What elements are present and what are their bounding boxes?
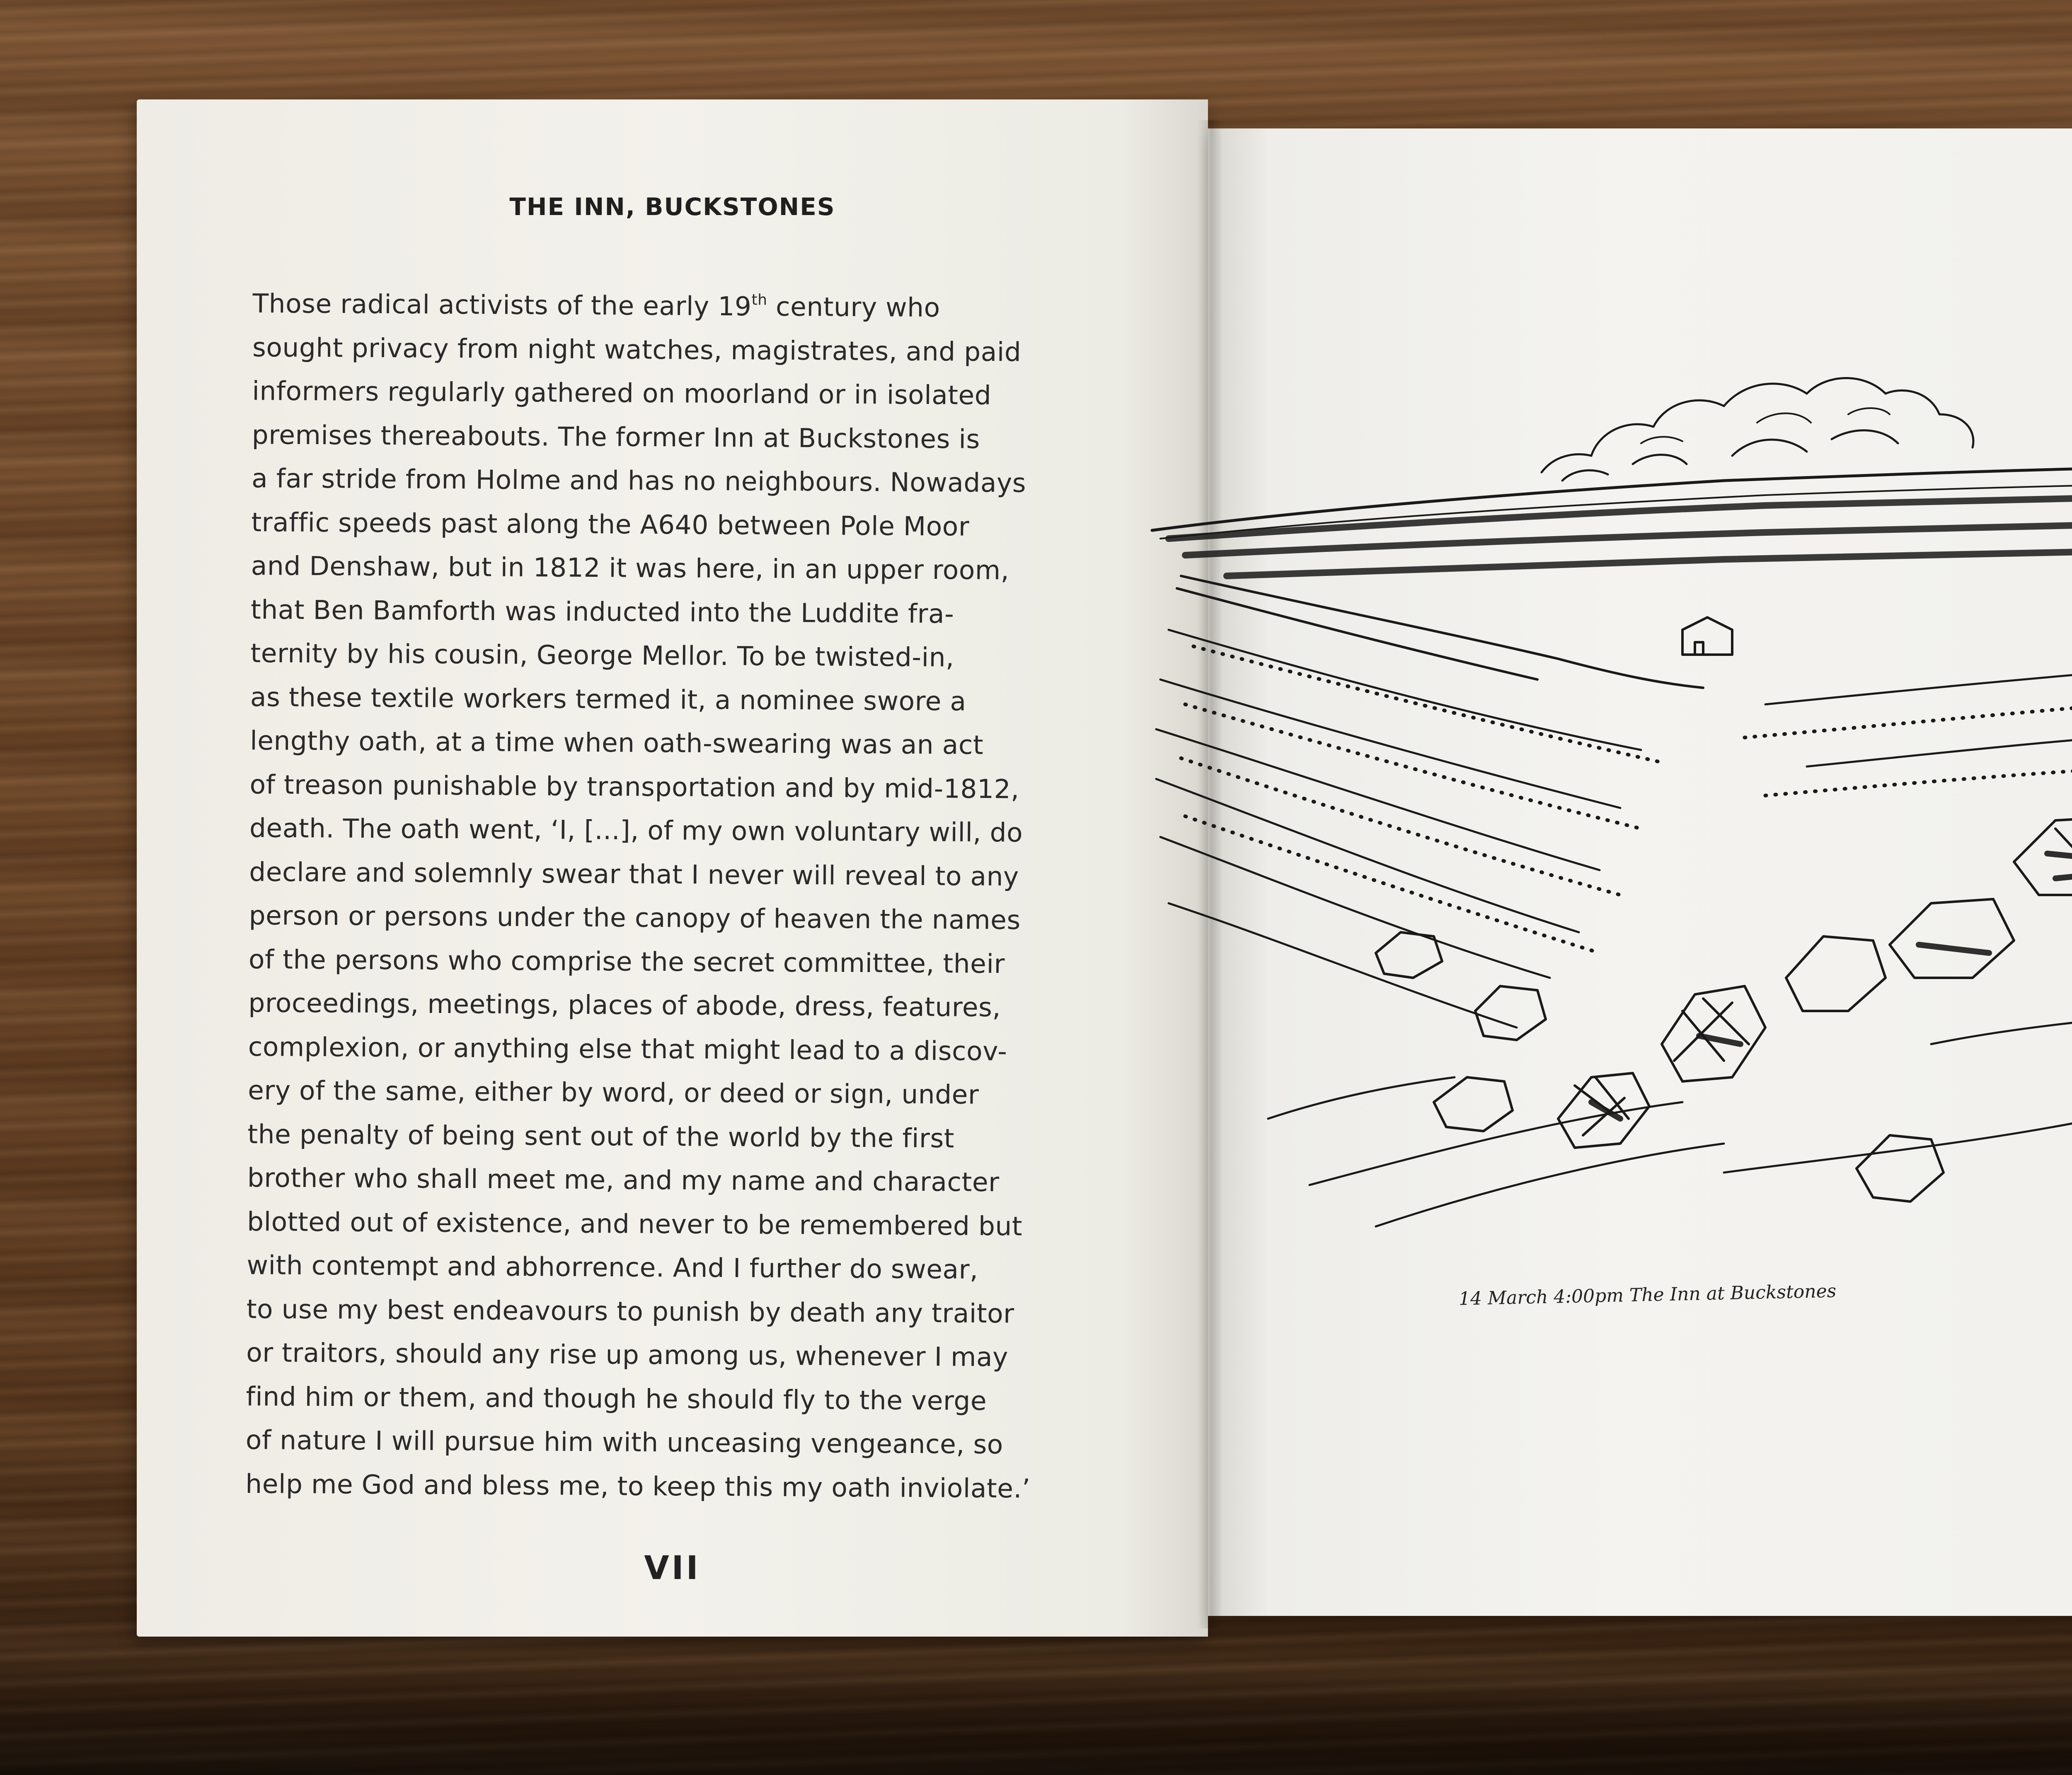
rock-shading [1591, 812, 2072, 1119]
cloud-bank [1542, 378, 1973, 481]
text-line: person or persons under the canopy of heaven the names [249, 900, 1021, 936]
foreground-ground [1268, 1011, 2072, 1226]
left-page [137, 99, 1208, 1637]
text-line: with contempt and abhorrence. And I further do swear, [247, 1250, 978, 1285]
text-line: sought privacy from night watches, magistrates, and paid [252, 332, 1021, 367]
moor-band [1169, 495, 2072, 576]
text-line: blotted out of existence, and never to be remembered but [247, 1206, 1023, 1241]
text-line: brother who shall meet me, and my name and character [247, 1162, 1000, 1198]
inn-building [1682, 617, 1732, 655]
table-surface-shadow [0, 1676, 2072, 1775]
text-line: ery of the same, either by word, or deed or sign, under [247, 1075, 979, 1110]
text-line: of nature I will pursue him with unceasing vengeance, so [245, 1424, 1004, 1460]
text-line: lengthy oath, at a time when oath-swearing was an act [250, 725, 984, 760]
text-line: a far stride from Holme and has no neighbours. Nowadays [251, 463, 1026, 498]
text-line: of treason punishable by transportation and by mid-1812, [249, 769, 1019, 804]
text-line: or traitors, should any rise up among us, whenever I may [246, 1337, 1009, 1373]
text-line: the penalty of being sent out of the world by the first [247, 1119, 955, 1154]
text-line: declare and solemnly swear that I never will reveal to any [249, 856, 1019, 892]
illustration-caption: 14 March 4:00pm The Inn at Buckstones [1458, 1280, 1837, 1310]
text-line: that Ben Bamforth was inducted into the Luddite fra- [250, 594, 954, 629]
page-number: VII [644, 1550, 701, 1587]
text-line: informers regularly gathered on moorland or in isolated [252, 375, 992, 411]
text-line: and Denshaw, but in 1812 it was here, in an upper room, [251, 550, 1009, 586]
text-line: premises thereabouts. The former Inn at Buckstones is [252, 419, 980, 455]
stipple-rows [1181, 646, 2072, 953]
page-heading: THE INN, BUCKSTONES [509, 193, 835, 221]
text-line: find him or them, and though he should fly to the verge [246, 1381, 987, 1416]
moorland-sketch-illustration [1144, 331, 2072, 1284]
text-line: of the persons who comprise the secret committee, their [248, 944, 1005, 979]
text-line: Those radical activists of the early 19th century who [252, 288, 940, 323]
text-line: ternity by his cousin, George Mellor. To be twisted-in, [250, 638, 954, 673]
text-line: help me God and bless me, to keep this my oath inviolate.’ [245, 1468, 1031, 1504]
text-line: traffic speeds past along the A640 between Pole Moor [251, 507, 970, 542]
text-line: complexion, or anything else that might lead to a discov- [248, 1031, 1007, 1066]
text-line: proceedings, meetings, places of abode, dress, features, [248, 987, 1001, 1023]
road-line [1177, 576, 1703, 688]
hillside-contours [1156, 630, 2072, 1028]
text-line: to use my best endeavours to punish by death any traitor [246, 1294, 1014, 1329]
body-text [245, 282, 1111, 1511]
text-line: as these textile workers termed it, a nominee swore a [250, 682, 966, 717]
text-line: death. The oath went, ‘I, [...], of my own voluntary will, do [249, 813, 1023, 848]
